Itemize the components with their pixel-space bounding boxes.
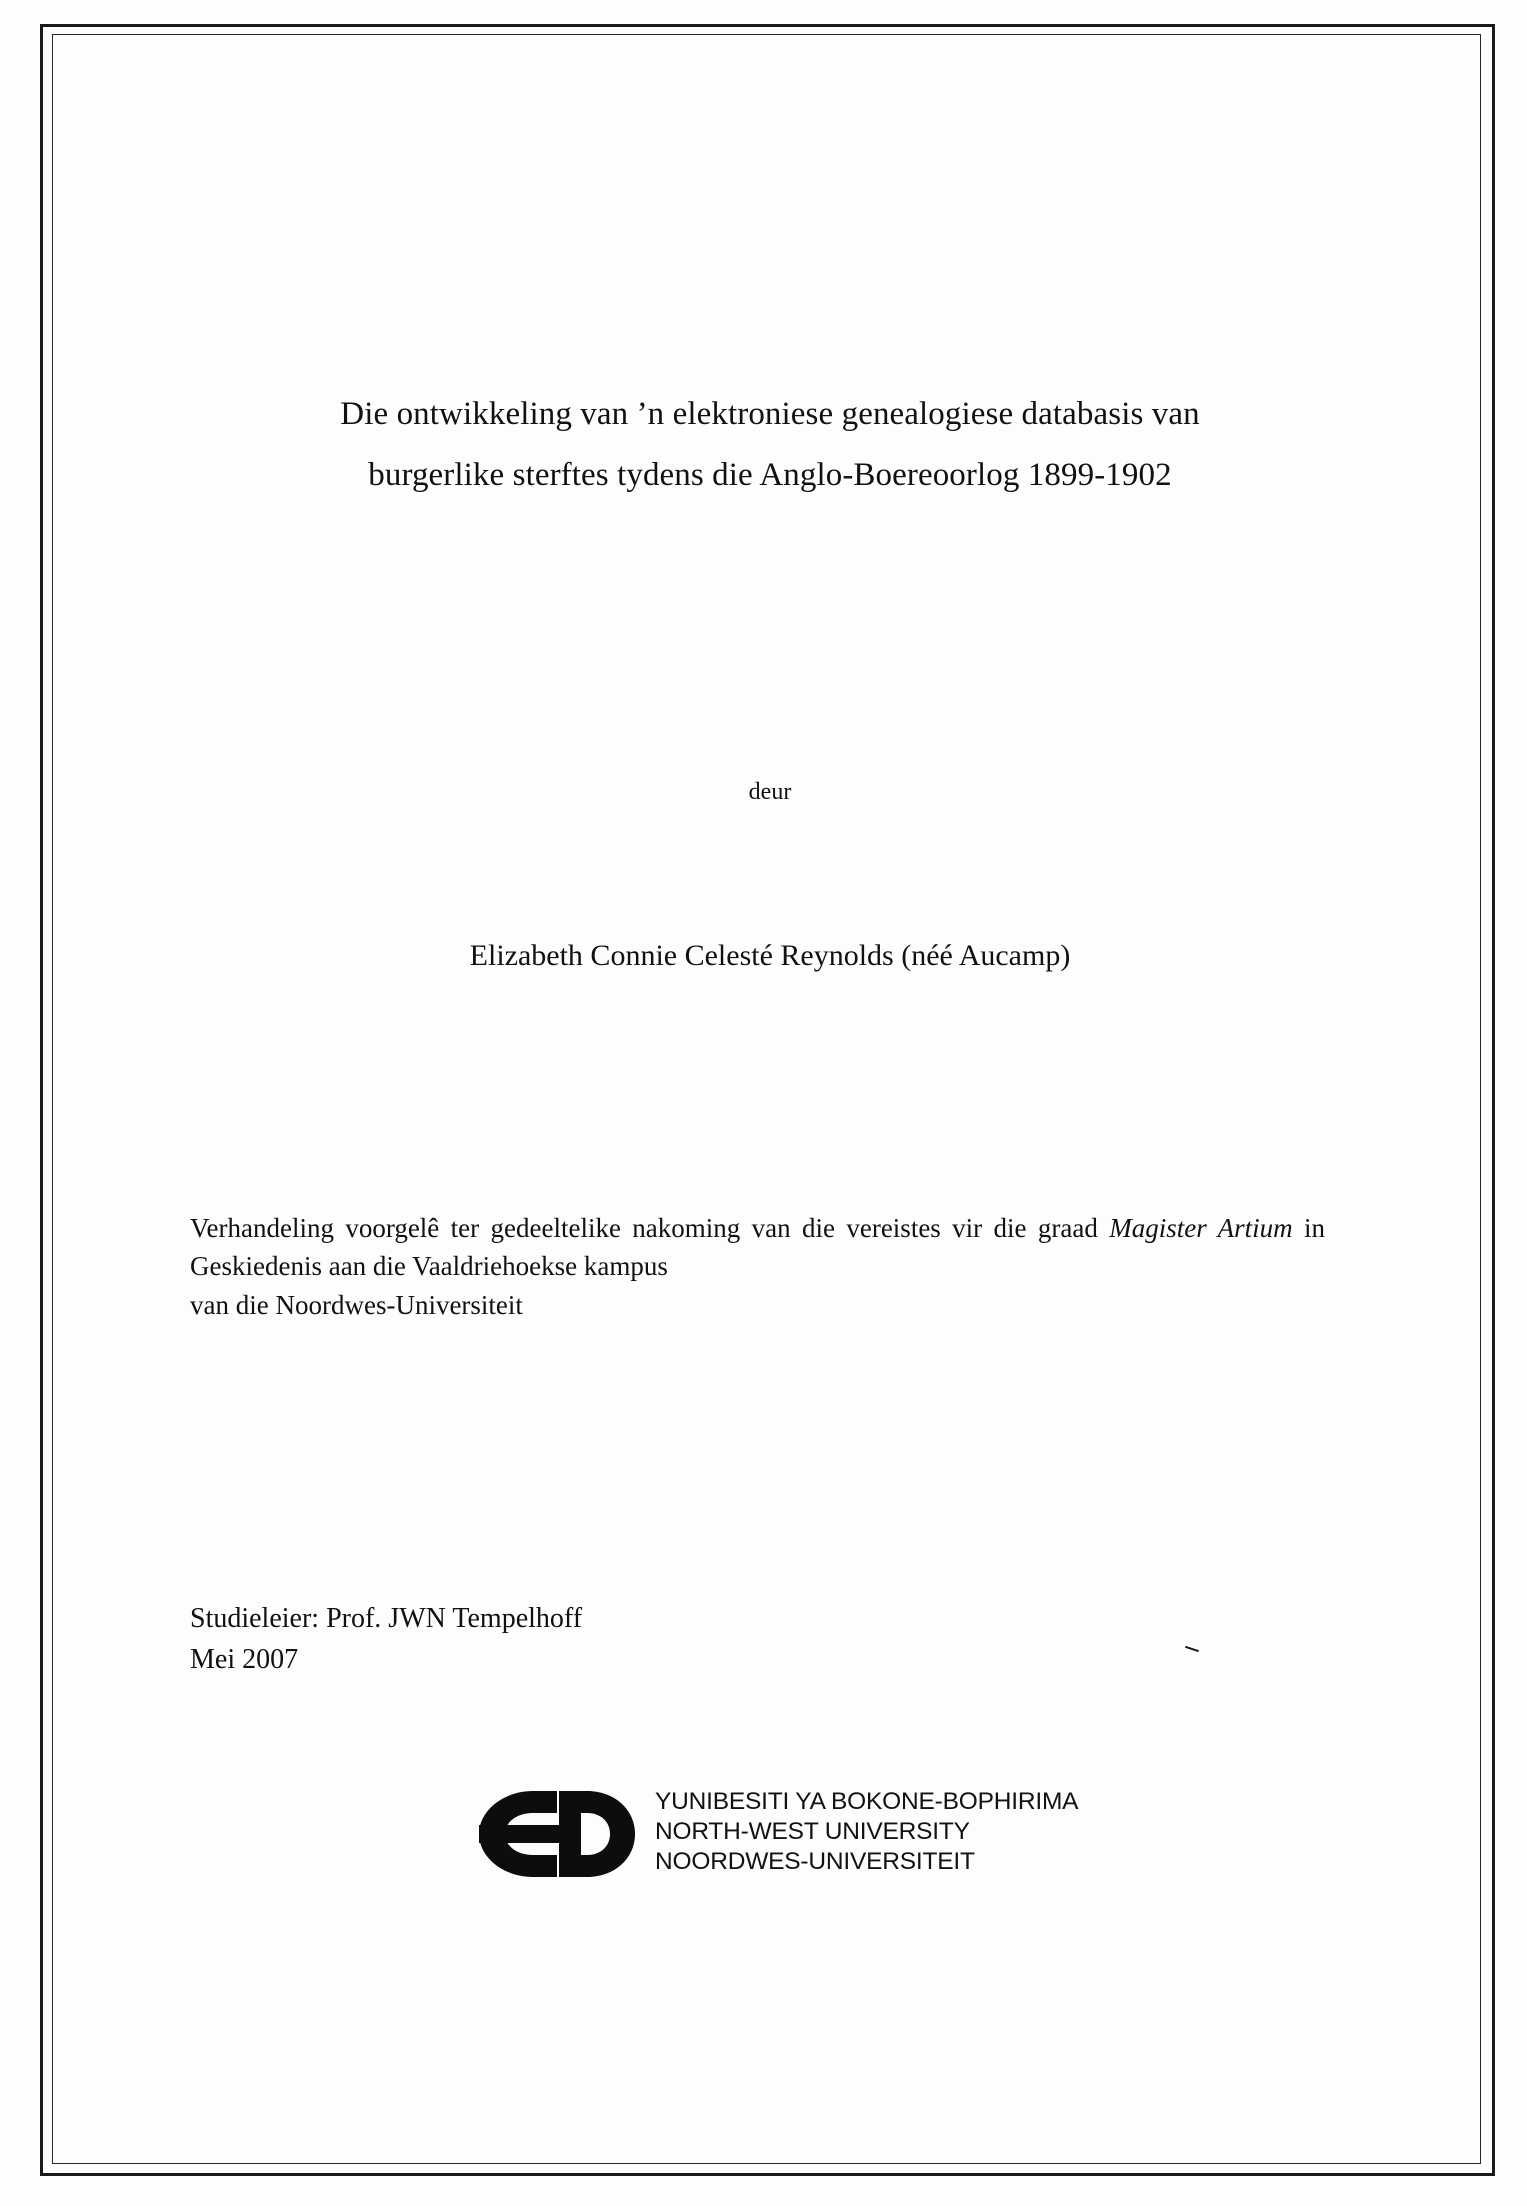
university-logo-text	[655, 1787, 1078, 1877]
north-west-university-logo-icon	[455, 1785, 650, 1883]
degree-statement-line-3: van die Noordwes-Universiteit	[190, 1289, 523, 1320]
degree-statement	[190, 1209, 1325, 1324]
page-title-line-2: burgerlike sterftes tydens die Anglo-Boereoorlog 1899-1902	[368, 457, 1172, 494]
degree-name-italic: Magister Artium	[1109, 1213, 1293, 1243]
page-title	[180, 384, 1360, 506]
title-page-content	[180, 34, 1360, 2154]
page-title-line-1: Die ontwikkeling van ’n elektroniese genealogiese databasis van	[340, 396, 1200, 432]
logo-text-line-2: NORTH-WEST UNIVERSITY	[655, 1818, 970, 1846]
university-logo-block	[455, 1779, 1175, 1889]
logo-text-line-1: YUNIBESITI YA BOKONE-BOPHIRIMA	[655, 1788, 1079, 1815]
byline-label: deur	[748, 779, 792, 805]
degree-statement-line-2-pre: graad	[1037, 1213, 1110, 1243]
logo-text-line-3: NOORDWES-UNIVERSITEIT	[655, 1848, 975, 1876]
author-name: Elizabeth Connie Celesté Reynolds (néé Aucamp)	[469, 939, 1071, 972]
degree-statement-line-2-post: in Geskiedenis aan die Vaaldriehoekse kampus	[190, 1213, 1325, 1282]
supervisor-block	[190, 1599, 1190, 1680]
submission-date: Mei 2007	[190, 1640, 1190, 1681]
supervisor-line: Studieleier: Prof. JWN Tempelhoff	[190, 1603, 583, 1634]
degree-statement-line-1: Verhandeling voorgelê ter gedeeltelike nakoming van die vereistes vir die	[190, 1213, 1027, 1243]
